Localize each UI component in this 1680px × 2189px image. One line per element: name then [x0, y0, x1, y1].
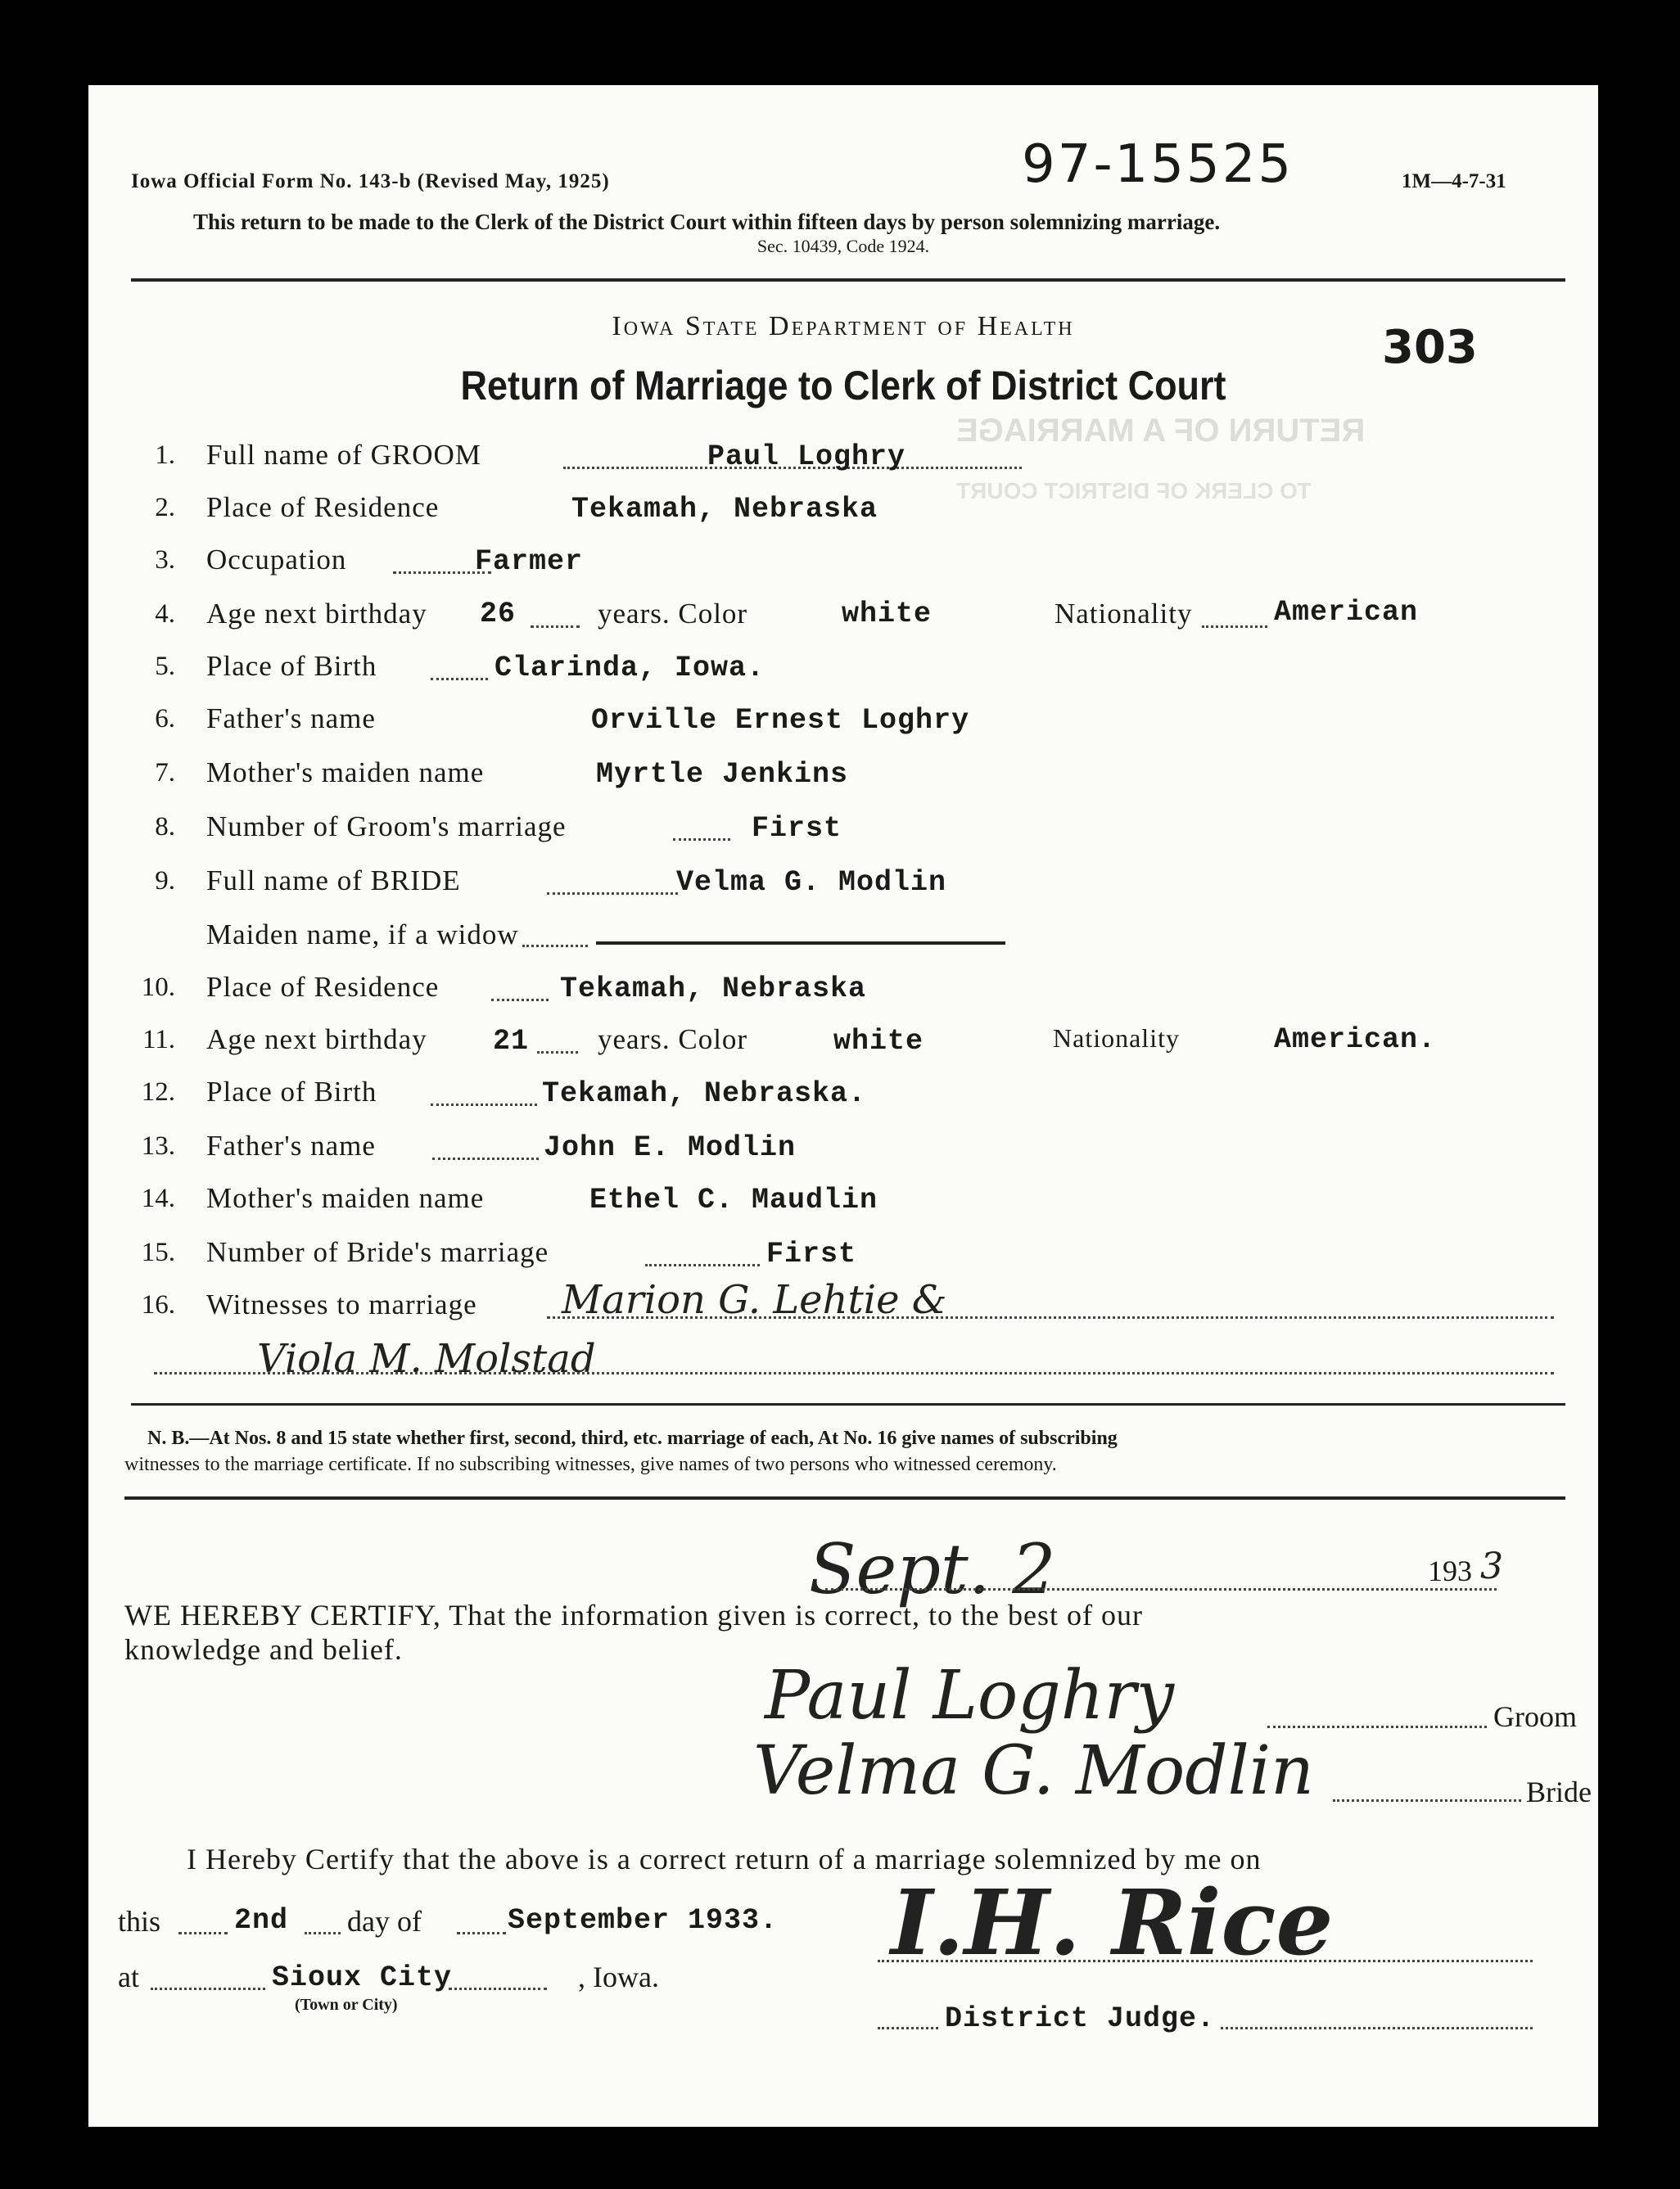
- bride-age-label: Age next birthday: [206, 1023, 427, 1055]
- groom-color-label: years. Color: [598, 598, 748, 630]
- groom-occupation-value: Farmer: [475, 545, 584, 578]
- certification-month-year-value: September 1933.: [508, 1904, 779, 1937]
- certification-date-handwritten: Sept. 2: [809, 1529, 1056, 1609]
- item-number: 4.: [155, 599, 175, 629]
- stamp-number: 303: [1382, 321, 1478, 374]
- bride-residence-value: Tekamah, Nebraska: [560, 973, 867, 1005]
- bleed-through-text-2: TO CLERK OF DISTRICT COURT: [956, 478, 1312, 503]
- groom-name-label: Full name of GROOM: [206, 439, 481, 471]
- form-label: Iowa Official Form No. 143-b (Revised May, 1925): [131, 170, 610, 192]
- this-label: this: [118, 1905, 161, 1938]
- certify-statement-line-2: knowledge and belief.: [124, 1633, 403, 1666]
- groom-birthplace-value: Clarinda, Iowa.: [495, 652, 765, 684]
- dotted-line: [449, 1988, 547, 1990]
- groom-occupation-label: Occupation: [206, 544, 347, 575]
- groom-color-value: white: [842, 598, 933, 630]
- state-label: , Iowa.: [578, 1961, 659, 1993]
- instruction-line-1: This return to be made to the Clerk of the District Court within fifteen days by person solemnizing marriage.: [193, 210, 1221, 234]
- item-number: 14.: [141, 1184, 175, 1213]
- groom-marriage-number-value: First: [752, 812, 842, 845]
- witness-1-signature: Marion G. Lehtie &: [562, 1277, 947, 1323]
- official-signature: I.H. Rice: [891, 1870, 1334, 1975]
- bride-signature: Velma G. Modlin: [753, 1732, 1314, 1810]
- groom-mother-label: Mother's maiden name: [206, 756, 485, 788]
- item-number: 11.: [142, 1025, 175, 1054]
- witnesses-label: Witnesses to marriage: [206, 1289, 477, 1320]
- groom-marriage-number-label: Number of Groom's marriage: [206, 810, 567, 842]
- marriage-return-form: [88, 85, 1598, 2127]
- bride-age-value: 21: [493, 1025, 530, 1058]
- item-number: 12.: [141, 1077, 175, 1107]
- item-number: 6.: [155, 704, 175, 733]
- groom-father-value: Orville Ernest Loghry: [591, 704, 970, 737]
- bride-mother-label: Mother's maiden name: [206, 1182, 485, 1214]
- bride-residence-label: Place of Residence: [206, 971, 440, 1003]
- dotted-line: [825, 1588, 1497, 1591]
- groom-residence-label: Place of Residence: [206, 491, 440, 523]
- dotted-line: [154, 1372, 1554, 1374]
- item-number: 13.: [141, 1131, 175, 1161]
- bride-nationality-value: American.: [1274, 1023, 1437, 1056]
- bride-nationality-label: Nationality: [1053, 1023, 1180, 1053]
- dotted-line: [1202, 625, 1267, 628]
- groom-mother-value: Myrtle Jenkins: [596, 758, 849, 791]
- item-number: 5.: [155, 652, 175, 681]
- bleed-through-text: RETURN OF A MARRIAGE: [956, 413, 1366, 449]
- dotted-line: [151, 1988, 265, 1990]
- item-number: 9.: [155, 866, 175, 896]
- dotted-line: [1267, 1726, 1487, 1728]
- dotted-line: [457, 1932, 506, 1934]
- dotted-line: [547, 1316, 1554, 1319]
- certification-day-value: 2nd: [234, 1904, 289, 1937]
- dotted-line: [305, 1932, 341, 1934]
- bride-father-value: John E. Modlin: [544, 1131, 797, 1164]
- groom-name-value: Paul Loghry: [707, 440, 906, 473]
- item-number: 15.: [141, 1238, 175, 1267]
- note-divider-top: [131, 1403, 1565, 1406]
- official-title: District Judge.: [940, 2002, 1220, 2035]
- bride-color-value: white: [833, 1025, 924, 1058]
- dotted-line: [431, 678, 488, 680]
- dotted-line: [531, 625, 580, 628]
- dotted-line: [431, 1104, 537, 1106]
- dotted-line: [673, 838, 730, 841]
- file-number: 97-15525: [1022, 134, 1294, 195]
- groom-nationality-label: Nationality: [1055, 598, 1193, 630]
- bride-marriage-number-value: First: [766, 1238, 857, 1271]
- item-number: 3.: [155, 545, 175, 575]
- witness-2-signature: Viola M. Molstad: [257, 1336, 596, 1382]
- groom-age-value: 26: [480, 598, 517, 630]
- form-title: Return of Marriage to Clerk of District Court: [460, 363, 1226, 408]
- certify-statement-line-1: WE HEREBY CERTIFY, That the information given is correct, to the best of our: [124, 1599, 1143, 1632]
- place-value: Sioux City: [272, 1961, 453, 1994]
- groom-age-label: Age next birthday: [206, 598, 427, 630]
- item-number: 10.: [141, 973, 175, 1002]
- dotted-line: [432, 1158, 539, 1160]
- dotted-line: [537, 1051, 578, 1054]
- bride-name-label: Full name of BRIDE: [206, 864, 461, 896]
- certification-year-prefix: 193: [1428, 1555, 1472, 1587]
- dotted-line: [645, 1264, 760, 1266]
- item-number: 1.: [155, 440, 175, 470]
- bride-birthplace-label: Place of Birth: [206, 1076, 377, 1108]
- header-divider: [131, 278, 1565, 282]
- groom-signature-label: Groom: [1493, 1700, 1577, 1733]
- dotted-line: [178, 1932, 228, 1934]
- print-code: 1M—4-7-31: [1402, 170, 1506, 192]
- certification-year-suffix: 3: [1480, 1546, 1503, 1587]
- dotted-line: [1333, 1799, 1521, 1802]
- dotted-line: [547, 892, 678, 895]
- day-of-label: day of: [347, 1905, 422, 1938]
- bride-color-label: years. Color: [598, 1023, 748, 1055]
- note-line-2: witnesses to the marriage certificate. If no subscribing witnesses, give names of two persons who witnessed ceremony.: [124, 1454, 1057, 1475]
- groom-nationality-value: American: [1274, 596, 1419, 629]
- item-number: 8.: [155, 812, 175, 842]
- widow-maiden-name-label: Maiden name, if a widow: [206, 918, 519, 950]
- bride-marriage-number-label: Number of Bride's marriage: [206, 1236, 549, 1268]
- bride-name-value: Velma G. Modlin: [676, 866, 947, 899]
- bride-signature-label: Bride: [1526, 1776, 1592, 1808]
- place-caption: (Town or City): [295, 1996, 398, 2014]
- dotted-line: [491, 999, 549, 1001]
- at-label: at: [118, 1961, 139, 1993]
- department-name: Iowa State Department of Health: [612, 311, 1075, 341]
- groom-signature: Paul Loghry: [765, 1657, 1175, 1735]
- item-number: 7.: [155, 758, 175, 788]
- groom-residence-value: Tekamah, Nebraska: [571, 493, 878, 526]
- dotted-line: [878, 1960, 1533, 1962]
- groom-birthplace-label: Place of Birth: [206, 650, 377, 682]
- strike-line: [596, 941, 1005, 945]
- note-divider-bottom: [124, 1496, 1565, 1500]
- bride-birthplace-value: Tekamah, Nebraska.: [542, 1077, 867, 1110]
- groom-father-label: Father's name: [206, 702, 376, 734]
- official-certify-statement: I Hereby Certify that the above is a correct return of a marriage solemnized by me on: [187, 1843, 1262, 1875]
- note-line-1: N. B.—At Nos. 8 and 15 state whether first, second, third, etc. marriage of each, At No. 16 give names of subscribing: [147, 1428, 1118, 1449]
- item-number: 2.: [155, 493, 175, 522]
- bride-father-label: Father's name: [206, 1130, 376, 1162]
- dotted-line: [522, 945, 588, 947]
- instruction-line-2: Sec. 10439, Code 1924.: [756, 236, 930, 256]
- bride-mother-value: Ethel C. Maudlin: [589, 1184, 878, 1216]
- item-number: 16.: [141, 1290, 175, 1320]
